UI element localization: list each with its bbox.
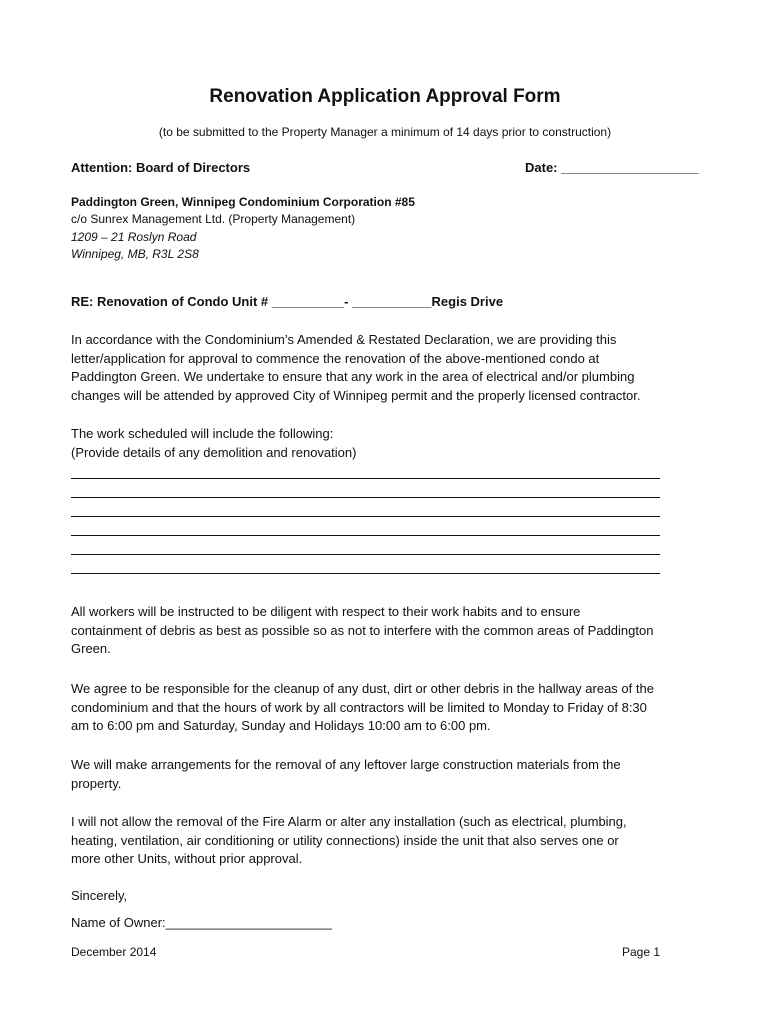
work-detail-line-1[interactable] [71, 478, 660, 479]
address-line-1: Paddington Green, Winnipeg Condominium Corporation #85 [71, 195, 415, 209]
paragraph-line: changes will be attended by approved City of Winnipeg permit and the properly licensed contractor. [71, 388, 641, 404]
paragraph-line: Paddington Green. We undertake to ensure that any work in the area of electrical and/or plumbing [71, 369, 635, 385]
paragraph-line: condominium and that the hours of work by all contractors will be limited to Monday to Friday of 8:30 [71, 699, 647, 715]
paragraph-fire-alarm [71, 813, 711, 869]
work-section [71, 425, 711, 462]
attention-line: Attention: Board of Directors [71, 160, 251, 175]
paragraph-line: We agree to be responsible for the cleanup of any dust, dirt or other debris in the hallway areas of the [71, 681, 654, 696]
footer-date: December 2014 [71, 945, 157, 959]
footer-page-number: Page 1 [622, 945, 661, 959]
paragraph-line: more other Units, without prior approval. [71, 851, 303, 867]
work-hint: (Provide details of any demolition and renovation) [71, 444, 357, 460]
paragraph-line: In accordance with the Condominium’s Amended & Restated Declaration, we are providing this [71, 332, 617, 347]
paragraph-line: I will not allow the removal of the Fire Alarm or alter any installation (such as electrical, plumbing, [71, 814, 627, 829]
paragraph-line: am to 6:00 pm and Saturday, Sunday and Holidays 10:00 am to 6:00 pm. [71, 718, 491, 734]
paragraph-line: property. [71, 775, 122, 791]
work-intro: The work scheduled will include the following: [71, 426, 334, 441]
paragraph-line: We will make arrangements for the removal of any leftover large construction materials from the [71, 757, 621, 772]
paragraph-cleanup [71, 680, 711, 736]
work-detail-line-3[interactable] [71, 516, 660, 517]
paragraph-line: heating, ventilation, air conditioning or utility connections) inside the unit that also serves one or [71, 832, 619, 848]
owner-name-field[interactable]: Name of Owner:_______________________ [71, 915, 332, 930]
paragraph-line: containment of debris as best as possible so as not to interfere with the common areas of Paddington [71, 622, 654, 638]
work-detail-line-6[interactable] [71, 573, 660, 574]
work-detail-line-4[interactable] [71, 535, 660, 536]
date-field: Date: ___________________ [525, 160, 699, 175]
paragraph-line: letter/application for approval to commence the renovation of the above-mentioned condo at [71, 350, 600, 366]
paragraph-line: Green. [71, 641, 111, 657]
address-line-2: c/o Sunrex Management Ltd. (Property Management) [71, 212, 356, 226]
address-line-4: Winnipeg, MB, R3L 2S8 [71, 247, 199, 261]
closing-sincerely: Sincerely, [71, 888, 128, 903]
paragraph-workers [71, 603, 711, 659]
paragraph-materials [71, 756, 711, 793]
paragraph-accordance [71, 331, 711, 406]
re-line: RE: Renovation of Condo Unit # __________- ___________Regis Drive [71, 294, 504, 309]
work-detail-line-2[interactable] [71, 497, 660, 498]
address-line-3: 1209 – 21 Roslyn Road [71, 230, 197, 244]
work-detail-line-5[interactable] [71, 554, 660, 555]
paragraph-line: All workers will be instructed to be diligent with respect to their work habits and to ensure [71, 604, 581, 619]
page-subtitle: (to be submitted to the Property Manager a minimum of 14 days prior to construction) [158, 125, 612, 139]
page-title: Renovation Application Approval Form [209, 86, 561, 107]
